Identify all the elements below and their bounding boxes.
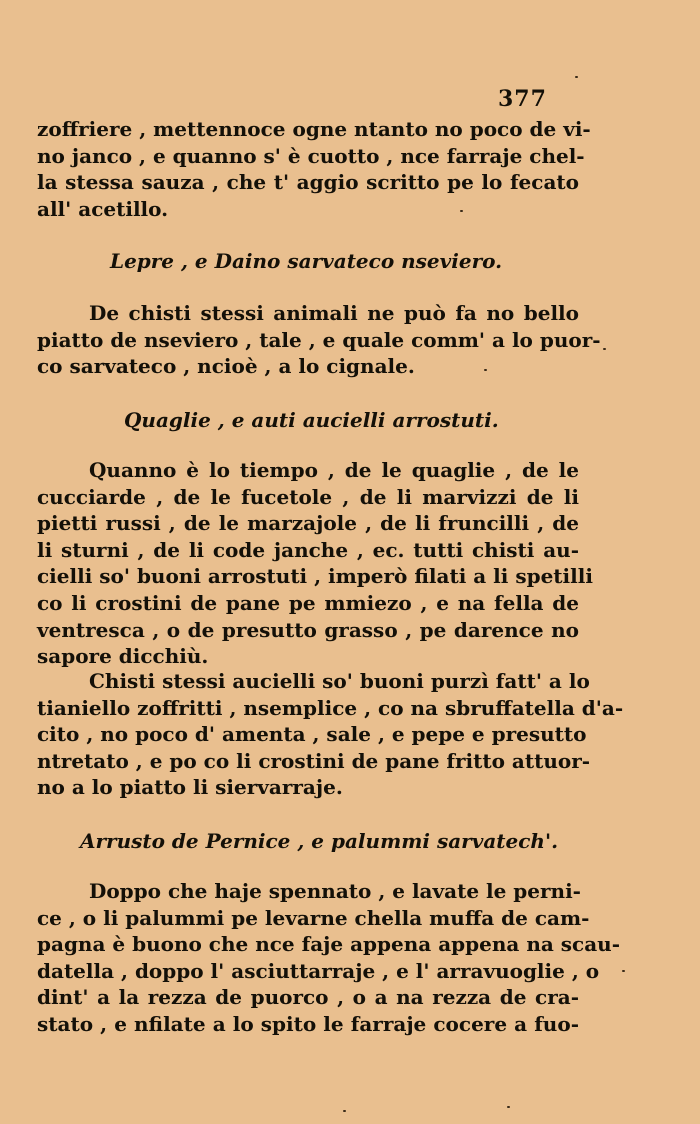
text-line: Chisti stessi aucielli so' buoni purzì fatt' a lo — [89, 669, 590, 693]
text-line: pietti russi , de le marzajole , de li fruncilli , de — [37, 511, 579, 536]
text-line: De chisti stessi animali ne può fa no bello — [89, 301, 579, 325]
paragraph-2 — [37, 300, 601, 380]
page-number: 377 — [498, 86, 547, 112]
text-line: all' acetillo. — [37, 196, 169, 221]
text-line: sapore dicchiù. — [37, 644, 209, 669]
paragraph-4 — [37, 668, 624, 801]
print-speck — [484, 369, 487, 371]
text-line: stato , e nfilate a lo spito le farraje cocere a fuo- — [37, 1011, 579, 1036]
text-line: ntretato , e po co li crostini de pane fritto attuor- — [37, 748, 591, 773]
section-heading-quaglie: Quaglie , e auti aucielli arrostuti. — [124, 408, 499, 432]
text-line: dint' a la rezza de puorco , o a na rezza de cra- — [37, 985, 579, 1010]
text-line: la stessa sauza , che t' aggio scritto pe lo fecato — [37, 170, 579, 195]
print-speck — [343, 1110, 346, 1112]
text-line: co li crostini de pane pe mmiezo , e na fella de — [37, 590, 579, 615]
print-speck — [575, 76, 578, 78]
print-speck — [603, 348, 606, 350]
paragraph-5 — [37, 878, 621, 1038]
text-line: cito , no poco d' amenta , sale , e pepe e presutto — [37, 722, 587, 747]
text-line: Quanno è lo tiempo , de le quaglie , de le — [89, 458, 579, 482]
text-line: li sturni , de li code janche , ec. tutti chisti au- — [37, 537, 579, 562]
text-line: no janco , e quanno s' è cuotto , nce farraje chel- — [37, 143, 585, 168]
print-speck — [460, 210, 463, 212]
print-speck — [622, 970, 625, 972]
section-heading-arrusto: Arrusto de Pernice , e palummi sarvatech'. — [80, 829, 559, 853]
text-line: tianiello zoffritti , nsemplice , co na sbruffatella d'a- — [37, 695, 624, 720]
paragraph-1 — [37, 116, 591, 222]
text-line: cucciarde , de le fucetole , de li marvizzi de li — [37, 484, 579, 509]
text-line: zoffriere , mettennoce ogne ntanto no poco de vi- — [37, 117, 591, 141]
text-line: ventresca , o de presutto grasso , pe darence no — [37, 617, 579, 642]
text-line: cielli so' buoni arrostuti , imperò filati a li spetilli — [37, 564, 593, 589]
print-speck — [507, 1106, 510, 1108]
section-heading-lepre: Lepre , e Daino sarvateco nseviero. — [110, 249, 503, 273]
text-line: no a lo piatto li siervarraje. — [37, 775, 343, 800]
text-line: co sarvateco , ncioè , a lo cignale. — [37, 354, 415, 379]
text-line: piatto de nseviero , tale , e quale comm' a lo puor- — [37, 327, 601, 352]
text-line: ce , o li palummi pe levarne chella muffa de cam- — [37, 905, 590, 930]
text-line: pagna è buono che nce faje appena appena na scau- — [37, 932, 621, 957]
text-line: Doppo che haje spennato , e lavate le perni- — [89, 879, 581, 903]
paragraph-3 — [37, 457, 593, 670]
text-line: datella , doppo l' asciuttarraje , e l' arravuoglie , o — [37, 958, 600, 983]
